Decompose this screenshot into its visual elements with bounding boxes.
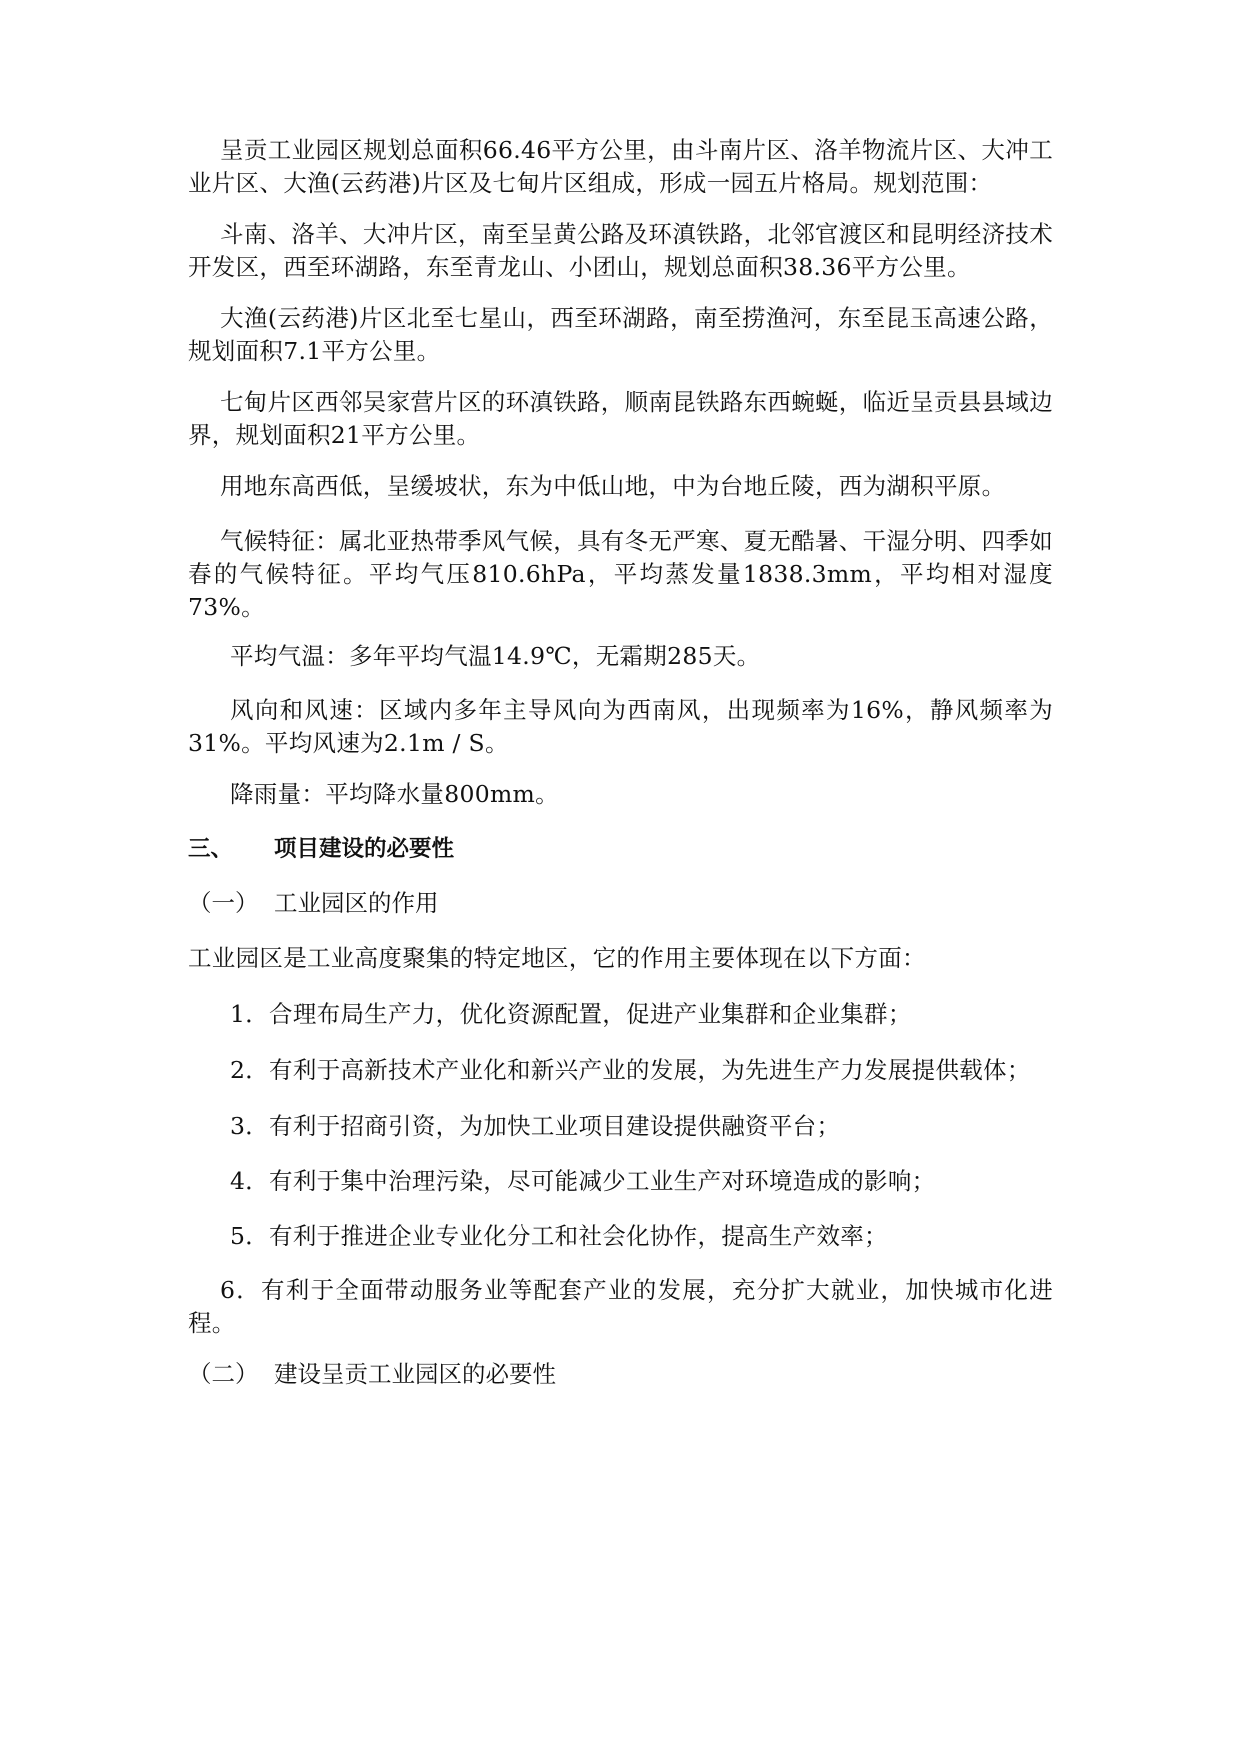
paragraph-climate: 气候特征：属北亚热带季风气候，具有冬无严寒、夏无酷暑、干湿分明、四季如春的气候特征。平均气压810.6hPa，平均蒸发量1838.3mm，平均相对湿度73%。 bbox=[188, 527, 1053, 621]
list-item: 1．合理布局生产力，优化资源配置，促进产业集群和企业集群； bbox=[230, 1000, 912, 1028]
section-number: 三、 bbox=[188, 836, 234, 862]
list-item: 4．有利于集中治理污染，尽可能减少工业生产对环境造成的影响； bbox=[230, 1167, 936, 1195]
subsection-number: （二） bbox=[188, 1360, 259, 1388]
section-title: 项目建设的必要性 bbox=[274, 836, 455, 862]
list-item: 6．有利于全面带动服务业等配套产业的发展，充分扩大就业，加快城市化进程。 bbox=[188, 1276, 1053, 1337]
subsection-heading-1 bbox=[188, 887, 439, 920]
subsection-title: 建设呈贡工业园区的必要性 bbox=[274, 1360, 556, 1388]
list-item: 3．有利于招商引资，为加快工业项目建设提供融资平台； bbox=[230, 1112, 841, 1140]
paragraph-park-area: 呈贡工业园区规划总面积66.46平方公里，由斗南片区、洛羊物流片区、大冲工业片区、大渔(云药港)片区及七甸片区组成，形成一园五片格局。规划范围： bbox=[188, 136, 1053, 197]
paragraph-park-role-intro: 工业园区是工业高度聚集的特定地区，它的作用主要体现在以下方面： bbox=[188, 944, 926, 972]
paragraph-terrain: 用地东高西低，呈缓坡状，东为中低山地，中为台地丘陵，西为湖积平原。 bbox=[220, 472, 1006, 500]
subsection-title: 工业园区的作用 bbox=[274, 889, 439, 917]
paragraph-rainfall: 降雨量：平均降水量800mm。 bbox=[230, 780, 559, 808]
paragraph-wind: 风向和风速：区域内多年主导风向为西南风，出现频率为16%，静风频率为31%。平均风速为2.1m / S。 bbox=[188, 696, 1053, 757]
subsection-number: （一） bbox=[188, 889, 259, 917]
list-item: 2．有利于高新技术产业化和新兴产业的发展，为先进生产力发展提供载体； bbox=[230, 1056, 1031, 1084]
section-heading-3 bbox=[188, 833, 454, 866]
subsection-heading-2 bbox=[188, 1358, 556, 1391]
list-item: 5．有利于推进企业专业化分工和社会化协作，提高生产效率； bbox=[230, 1222, 888, 1250]
paragraph-doudan-scope: 斗南、洛羊、大冲片区，南至呈黄公路及环滇铁路，北邻官渡区和昆明经济技术开发区，西至环湖路，东至青龙山、小团山，规划总面积38.36平方公里。 bbox=[188, 220, 1053, 281]
paragraph-qidian-scope: 七甸片区西邻吴家营片区的环滇铁路，顺南昆铁路东西蜿蜒，临近呈贡县县域边界，规划面积21平方公里。 bbox=[188, 388, 1053, 449]
paragraph-dayu-scope: 大渔(云药港)片区北至七星山，西至环湖路，南至捞渔河，东至昆玉高速公路，规划面积7.1平方公里。 bbox=[188, 304, 1053, 365]
paragraph-temperature: 平均气温：多年平均气温14.9℃，无霜期285天。 bbox=[230, 642, 761, 670]
